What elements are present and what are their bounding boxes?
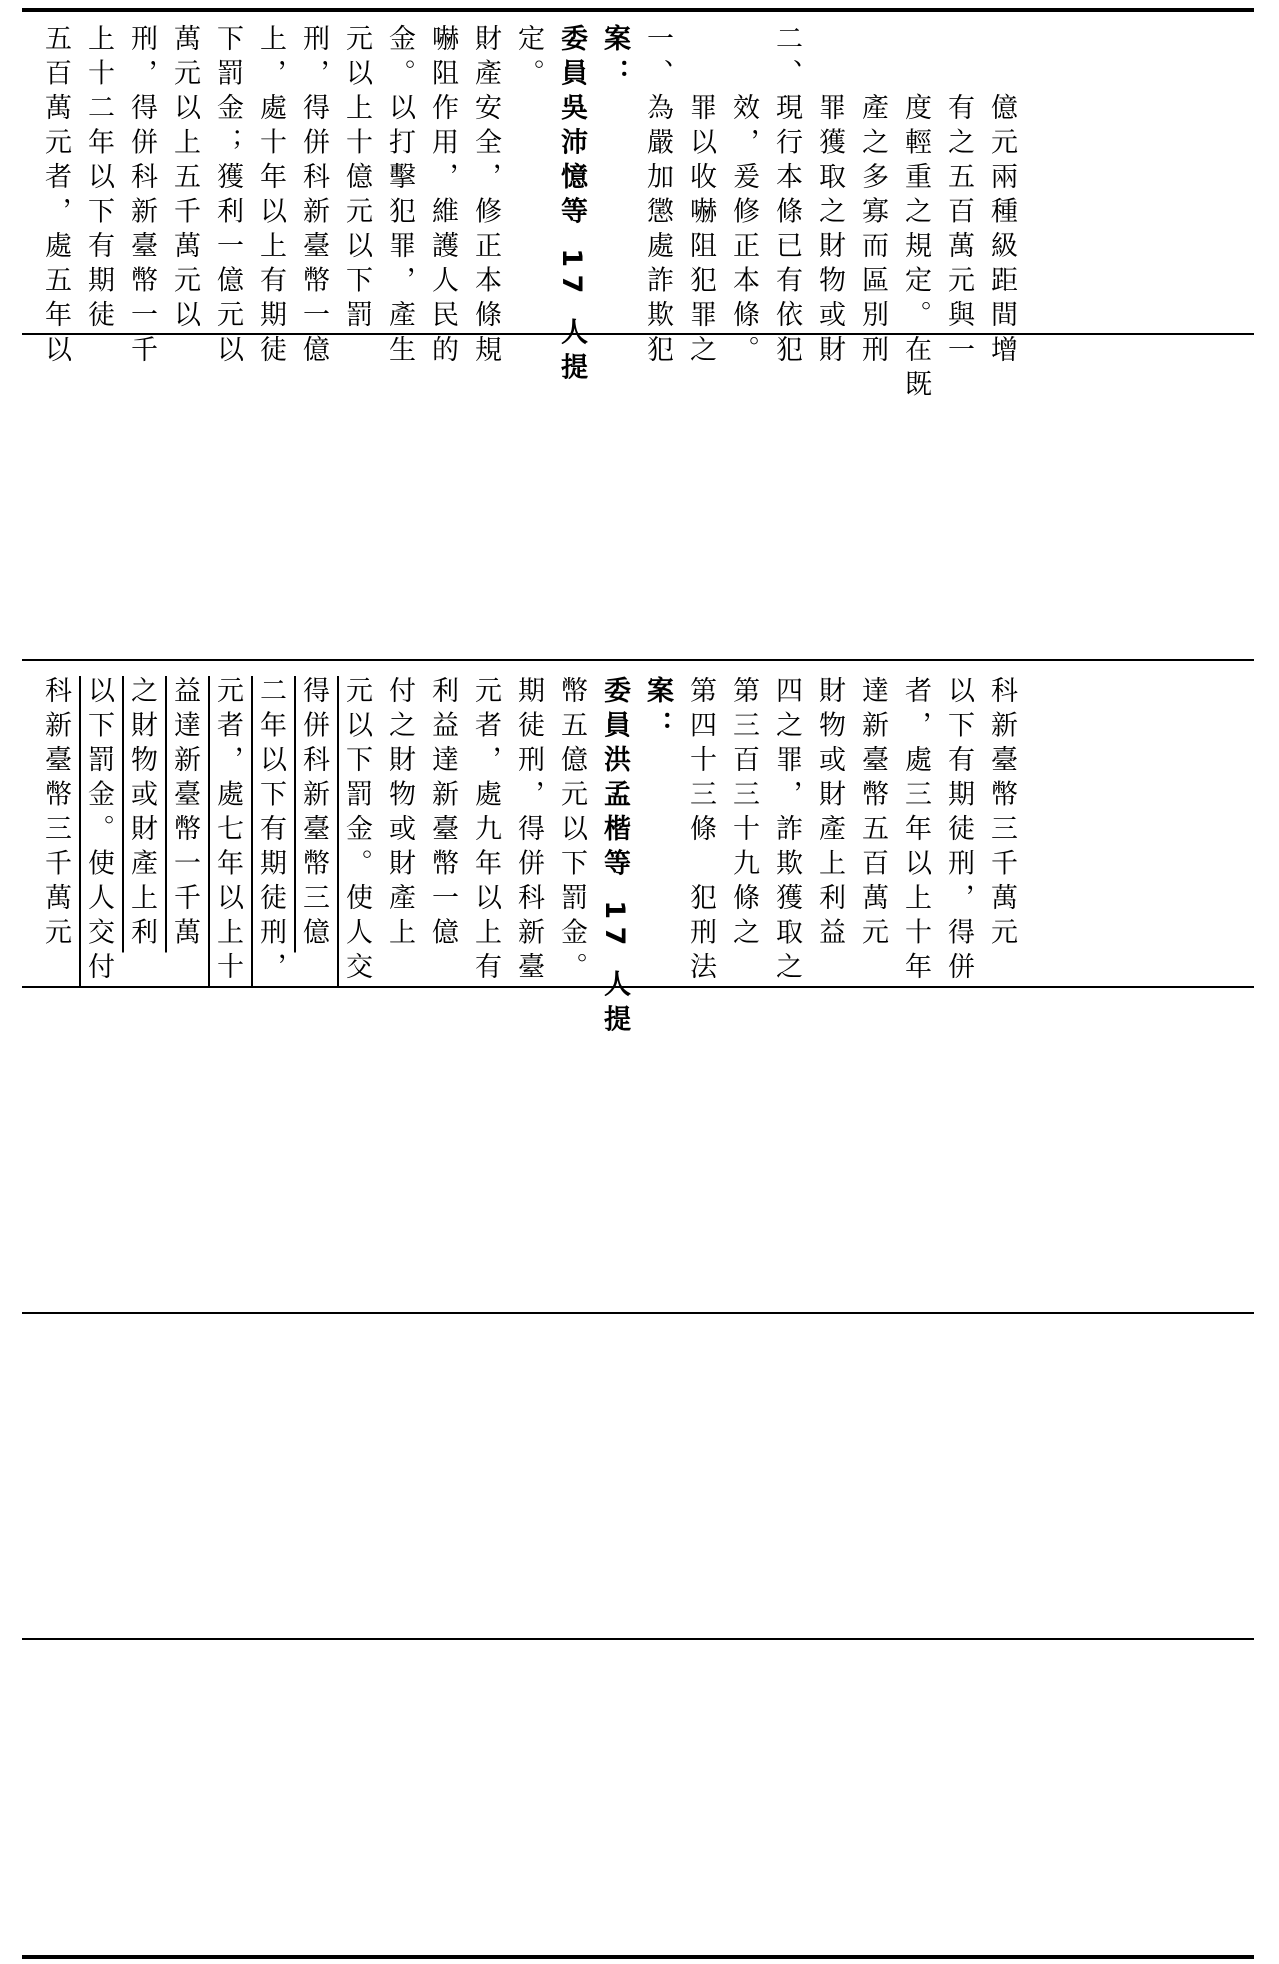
- text-column: 嚇阻作用，維護人民的: [427, 24, 458, 370]
- row-divider: [22, 659, 1254, 661]
- text-column: 一、為嚴加懲處詐欺犯: [642, 24, 673, 370]
- text-column: 億元兩種級距間增: [986, 24, 1017, 370]
- text-column: 上，處十年以上有期徒: [255, 24, 286, 370]
- text-column: 有之五百萬元與一: [943, 24, 974, 370]
- text-column: 幣五億元以下罰金。: [556, 676, 587, 988]
- text-column: 達新臺幣五百萬元: [857, 676, 888, 953]
- text-column: 利益達新臺幣一億: [427, 676, 458, 953]
- row-divider: [22, 1312, 1254, 1314]
- text-column: 第三百三十九條之: [728, 676, 759, 953]
- proposer-heading: 案：: [642, 676, 673, 746]
- text-column: 產之多寡而區別刑: [857, 24, 888, 370]
- row-divider: [22, 1638, 1254, 1640]
- text-column: 第四十三條 犯刑法: [685, 676, 716, 988]
- text-column: 效，爰修正本條。: [728, 24, 759, 370]
- proposer-heading: 委員吳沛憶等 17 人提: [556, 24, 587, 388]
- amended-text-column: 元者，處七年以上十: [212, 676, 243, 988]
- text-column: 元者，處九年以上有: [470, 676, 501, 988]
- bottom-border-rule: [22, 1955, 1254, 1959]
- proposer-heading: 案：: [599, 24, 630, 94]
- amended-text-column: 元以下罰金。使人交: [341, 676, 372, 988]
- text-column: 下罰金；獲利一億元以: [212, 24, 243, 370]
- row-divider: [22, 333, 1254, 335]
- text-column: 者，處三年以上十年: [900, 676, 931, 988]
- text-column: 刑，得併科新臺幣一千: [126, 24, 157, 370]
- text-column: 四之罪，詐欺獲取之: [771, 676, 802, 988]
- amended-text-column: 益達新臺幣一千萬: [169, 676, 200, 953]
- text-column: 期徒刑，得併科新臺: [513, 676, 544, 988]
- row-divider: [22, 986, 1254, 988]
- text-column: 財物或財產上利益: [814, 676, 845, 953]
- text-column: 罪以收嚇阻犯罪之: [685, 24, 716, 370]
- text-column: 五百萬元者，處五年以: [40, 24, 71, 370]
- text-column: 上十二年以下有期徒: [83, 24, 114, 336]
- text-column: 財產安全，修正本條規: [470, 24, 501, 370]
- text-column: 付之財物或財產上: [384, 676, 415, 953]
- amended-text-column: 得併科新臺幣三億: [298, 676, 329, 953]
- top-border-rule: [22, 8, 1254, 12]
- text-column: 刑，得併科新臺幣一億: [298, 24, 329, 370]
- text-column: 罪獲取之財物或財: [814, 24, 845, 370]
- text-column: 度輕重之規定。在既: [900, 24, 931, 405]
- proposer-heading: 委員洪孟楷等 17 人提: [599, 676, 630, 1040]
- text-column: 以下有期徒刑，得併: [943, 676, 974, 988]
- text-column: 萬元以上五千萬元以: [169, 24, 200, 336]
- amended-text-column: 二年以下有期徒刑，: [255, 676, 286, 988]
- text-column: 二、現行本條已有依犯: [771, 24, 802, 370]
- text-column: 科新臺幣三千萬元: [40, 676, 71, 953]
- text-column: 元以上十億元以下罰: [341, 24, 372, 336]
- text-column: 科新臺幣三千萬元: [986, 676, 1017, 953]
- amended-text-column: 之財物或財產上利: [126, 676, 157, 953]
- text-column: 定。: [513, 24, 544, 94]
- amended-text-column: 以下罰金。使人交付: [83, 676, 114, 988]
- text-column: 金。以打擊犯罪，產生: [384, 24, 415, 370]
